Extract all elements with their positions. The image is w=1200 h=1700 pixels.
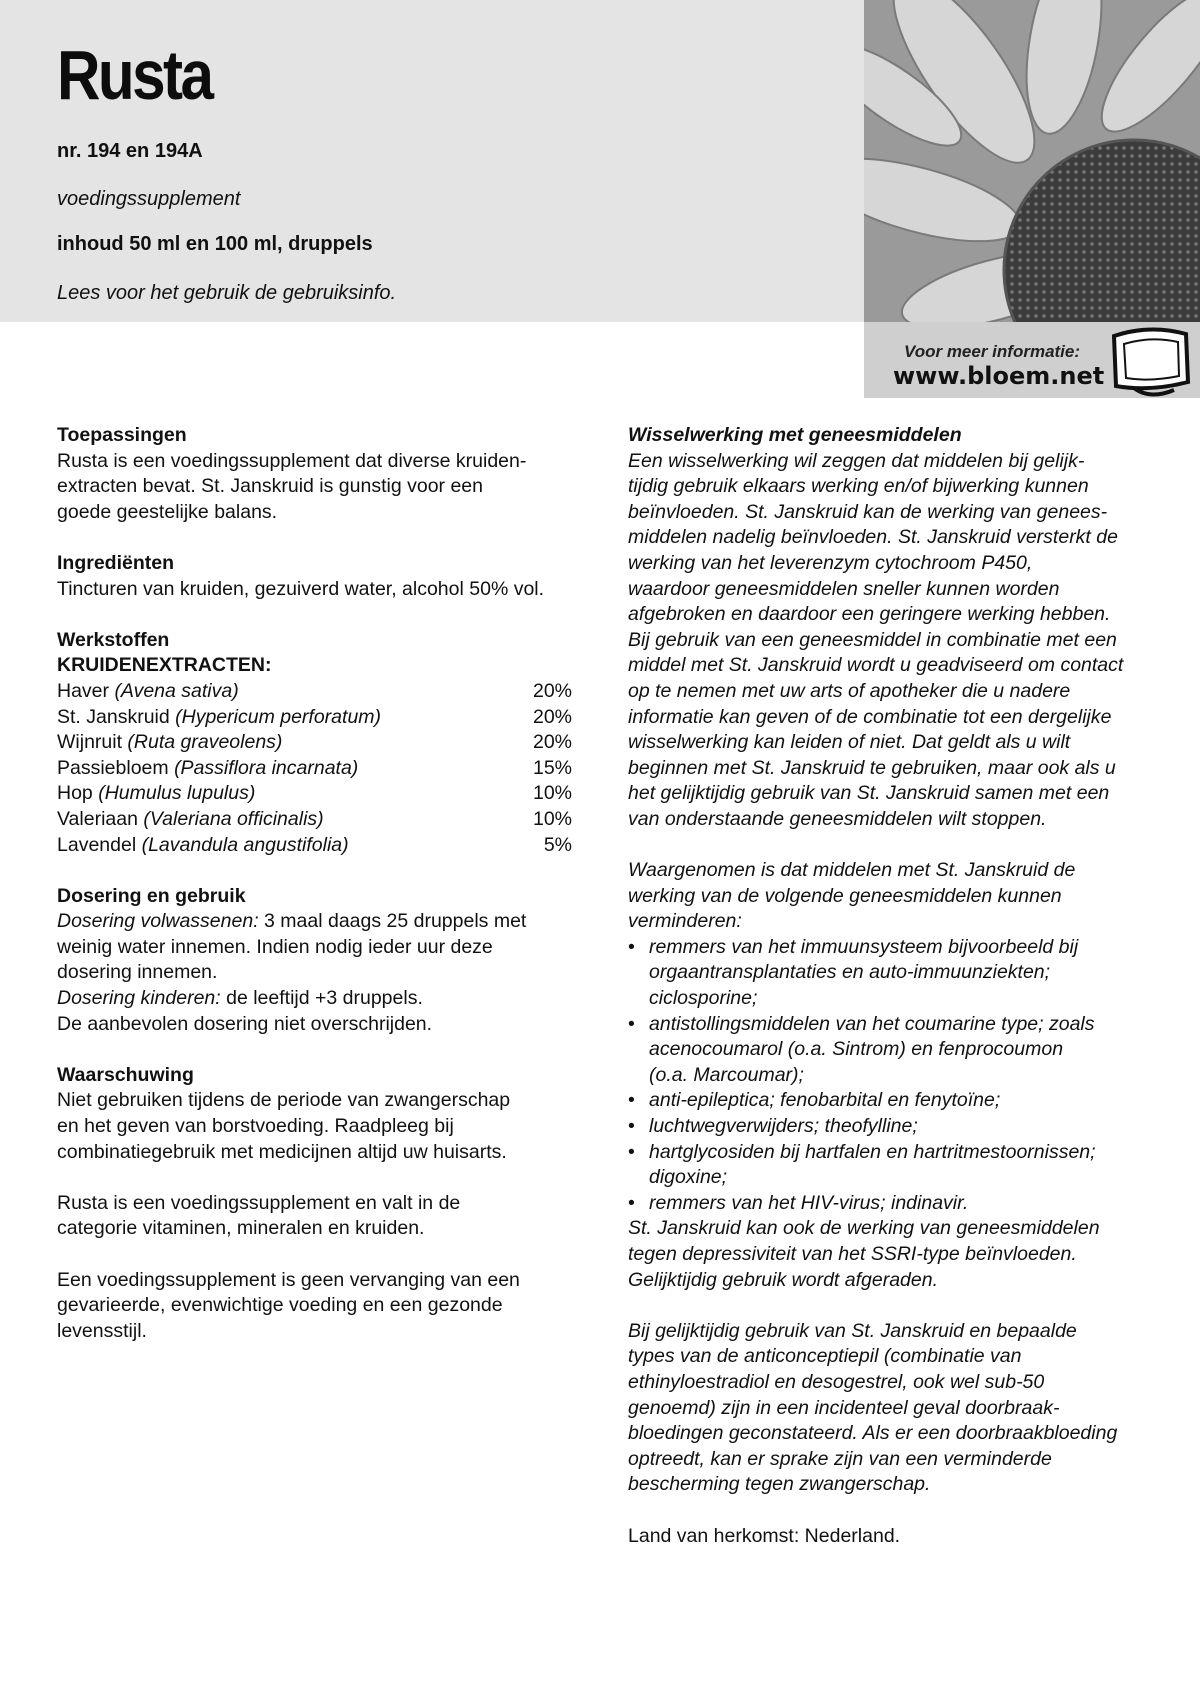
- text-line: het gelijktijdig gebruik van St. Janskruid samen met een: [628, 782, 1110, 805]
- text-line: Een wisselwerking wil zeggen dat middelen bij gelijk-: [628, 449, 1085, 472]
- dosage-child-label: Dosering kinderen:: [57, 987, 221, 1010]
- dosage-adult-label: Dosering volwassenen:: [57, 910, 259, 933]
- ingredient-percentage: 10%: [532, 782, 572, 805]
- ingredient-row: [57, 807, 572, 833]
- list-item: • luchtwegverwijders; theofylline;: [628, 1114, 1148, 1140]
- heading-ingredienten: Ingrediënten: [57, 551, 175, 574]
- text-line: extracten bevat. St. Janskruid is gunstig voor een: [57, 475, 483, 498]
- ingredient-latin: (Lavandula angustifolia): [141, 833, 349, 856]
- text-line: van onderstaande geneesmiddelen wilt stoppen.: [628, 807, 1047, 830]
- ingredient-latin: (Humulus lupulus): [98, 782, 256, 805]
- text-line: [57, 909, 572, 935]
- dosage-child-text: de leeftijd +3 druppels.: [220, 987, 423, 1010]
- heading-waarschuwing: Waarschuwing: [57, 1063, 194, 1086]
- heading-werkstoffen: Werkstoffen: [57, 628, 170, 651]
- ingredient-row: [57, 705, 572, 731]
- product-number: nr. 194 en 194A: [57, 140, 203, 162]
- product-content: inhoud 50 ml en 100 ml, druppels: [57, 233, 373, 255]
- text-line: tijdig gebruik elkaars werking en/of bijwerking kunnen: [628, 475, 1089, 498]
- text-line: ethinyloestradiol en desogestrel, ook wel sub-50: [628, 1370, 1045, 1393]
- text-line: werking van de volgende geneesmiddelen kunnen: [628, 884, 1062, 907]
- ingredient-row: [57, 833, 572, 859]
- monitor-icon: [1104, 326, 1196, 400]
- heading-toepassingen: Toepassingen: [57, 424, 187, 446]
- ingredient-name: St. Janskruid: [57, 705, 176, 728]
- text-line: afgebroken en daardoor een geringere werking hebben.: [628, 603, 1111, 626]
- usage-note: Lees voor het gebruik de gebruiksinfo.: [57, 282, 397, 304]
- list-item: • hartglycosiden bij hartfalen en hartritmestoornissen; digoxine;: [628, 1140, 1148, 1191]
- text-line: en het geven van borstvoeding. Raadpleeg bij: [57, 1115, 454, 1138]
- list-item: • remmers van het HIV-virus; indinavir.: [628, 1191, 1148, 1217]
- text-line: dosering innemen.: [57, 961, 218, 984]
- subheading-kruidenextracten: KRUIDENEXTRACTEN:: [57, 654, 272, 677]
- text-line: Niet gebruiken tijdens de periode van zwangerschap: [57, 1089, 511, 1112]
- text-line: Gelijktijdig gebruik wordt afgeraden.: [628, 1268, 939, 1291]
- ingredient-row: [57, 679, 572, 705]
- text-line: gevarieerde, evenwichtige voeding en een gezonde: [57, 1294, 503, 1317]
- ingredient-percentage: 10%: [532, 807, 572, 830]
- list-item: • remmers van het immuunsysteem bijvoorbeeld bij orgaantransplantaties en auto-immuunziekten; ciclosporine;: [628, 935, 1148, 1012]
- text-line: De aanbevolen dosering niet overschrijden.: [57, 1012, 433, 1035]
- text-line: middelen nadelig beïnvloeden. St. Janskruid versterkt de: [628, 526, 1118, 549]
- text-line: tegen depressiviteit van het SSRI-type beïnvloeden.: [628, 1243, 1077, 1265]
- text-line: combinatiegebruik met medicijnen altijd uw huisarts.: [57, 1140, 507, 1163]
- text-line: waardoor geneesmiddelen sneller kunnen worden: [628, 577, 1060, 600]
- text-line: St. Janskruid kan ook de werking van geneesmiddelen: [628, 1217, 1100, 1240]
- flower-image: [864, 0, 1200, 322]
- text-line: beïnvloeden. St. Janskruid kan de werking van genees-: [628, 500, 1108, 523]
- text-line: bescherming tegen zwangerschap.: [628, 1473, 931, 1496]
- info-bar: [864, 322, 1200, 398]
- ingredient-name: Wijnruit: [57, 731, 128, 754]
- list-item: • anti-epileptica; fenobarbital en fenytoïne;: [628, 1088, 1148, 1114]
- ingredient-name: Haver: [57, 679, 115, 702]
- text-line: wisselwerking kan leiden of niet. Dat geldt als u wilt: [628, 731, 1071, 754]
- text-line: [57, 986, 572, 1012]
- ingredient-name: Hop: [57, 782, 99, 805]
- right-column: [628, 423, 1148, 1549]
- ingredient-latin: (Valeriana officinalis): [143, 807, 324, 830]
- text-line: Een voedingssupplement is geen vervanging van een: [57, 1268, 520, 1291]
- heading-dosering: Dosering en gebruik: [57, 884, 246, 907]
- product-category: voedingssupplement: [57, 188, 241, 210]
- ingredient-percentage: 5%: [543, 833, 572, 856]
- ingredient-name: Passiebloem: [57, 756, 175, 779]
- text-line: goede geestelijke balans.: [57, 500, 278, 523]
- text-line: Bij gebruik van een geneesmiddel in combinatie met een: [628, 628, 1117, 651]
- text-line: categorie vitaminen, mineralen en kruiden.: [57, 1217, 425, 1240]
- text-line: verminderen:: [628, 910, 742, 933]
- medication-list: [628, 935, 1148, 1217]
- ingredient-row: [57, 730, 572, 756]
- text-line: levensstijl.: [57, 1319, 147, 1342]
- text-line: werking van het leverenzym cytochroom P450,: [628, 551, 1033, 574]
- text-line: types van de anticonceptiepil (combinatie van: [628, 1345, 1022, 1368]
- text-line: optreedt, kan er sprake zijn van een verminderde: [628, 1447, 1052, 1470]
- country-of-origin: Land van herkomst: Nederland.: [628, 1524, 901, 1547]
- ingredient-latin: (Avena sativa): [114, 679, 239, 702]
- left-column: [57, 423, 572, 1344]
- ingredient-name: Valeriaan: [57, 807, 144, 830]
- ingredient-latin: (Passiflora incarnata): [174, 756, 359, 779]
- ingredient-name: Lavendel: [57, 833, 142, 856]
- text-line: op te nemen met uw arts of apotheker die u nadere: [628, 679, 1071, 702]
- ingredient-percentage: 15%: [532, 756, 572, 779]
- ingredient-latin: (Hypericum perforatum): [175, 705, 382, 728]
- text-line: middel met St. Janskruid wordt u geadviseerd om contact: [628, 654, 1124, 677]
- text-line: beginnen met St. Janskruid te gebruiken, maar ook als u: [628, 756, 1116, 779]
- ingredient-row: [57, 756, 572, 782]
- heading-wisselwerking: Wisselwerking met geneesmiddelen: [628, 424, 962, 446]
- info-label: Voor meer informatie:: [904, 342, 1081, 361]
- list-item: • antistollingsmiddelen van het coumarine type; zoals acenocoumarol (o.a. Sintrom) en fenprocoumon (o.a. Marcoumar);: [628, 1012, 1148, 1089]
- text-line: Bij gelijktijdig gebruik van St. Janskruid en bepaalde: [628, 1319, 1077, 1342]
- text-line: genoemd) zijn in een incidenteel geval doorbraak-: [628, 1396, 1060, 1419]
- product-title: Rusta: [57, 36, 212, 114]
- header-band: [0, 0, 864, 322]
- ingredient-percentage: 20%: [532, 679, 572, 702]
- website-link[interactable]: www.bloem.net: [893, 362, 1105, 390]
- text-line: Rusta is een voedingssupplement en valt in de: [57, 1191, 461, 1214]
- ingredient-percentage: 20%: [532, 731, 572, 754]
- ingredient-latin: (Ruta graveolens): [127, 731, 283, 754]
- dosage-adult-text: 3 maal daags 25 druppels met: [258, 910, 527, 933]
- text-line: weinig water innemen. Indien nodig ieder uur deze: [57, 935, 493, 958]
- text-line: Waargenomen is dat middelen met St. Janskruid de: [628, 859, 1076, 882]
- text-line: Tincturen van kruiden, gezuiverd water, alcohol 50% vol.: [57, 577, 545, 600]
- ingredient-row: [57, 781, 572, 807]
- text-line: bloedingen geconstateerd. Als er een doorbraakbloeding: [628, 1422, 1118, 1445]
- ingredient-percentage: 20%: [532, 705, 572, 728]
- text-line: Rusta is een voedingssupplement dat diverse kruiden-: [57, 449, 527, 472]
- text-line: informatie kan geven of de combinatie tot een dergelijke: [628, 705, 1112, 728]
